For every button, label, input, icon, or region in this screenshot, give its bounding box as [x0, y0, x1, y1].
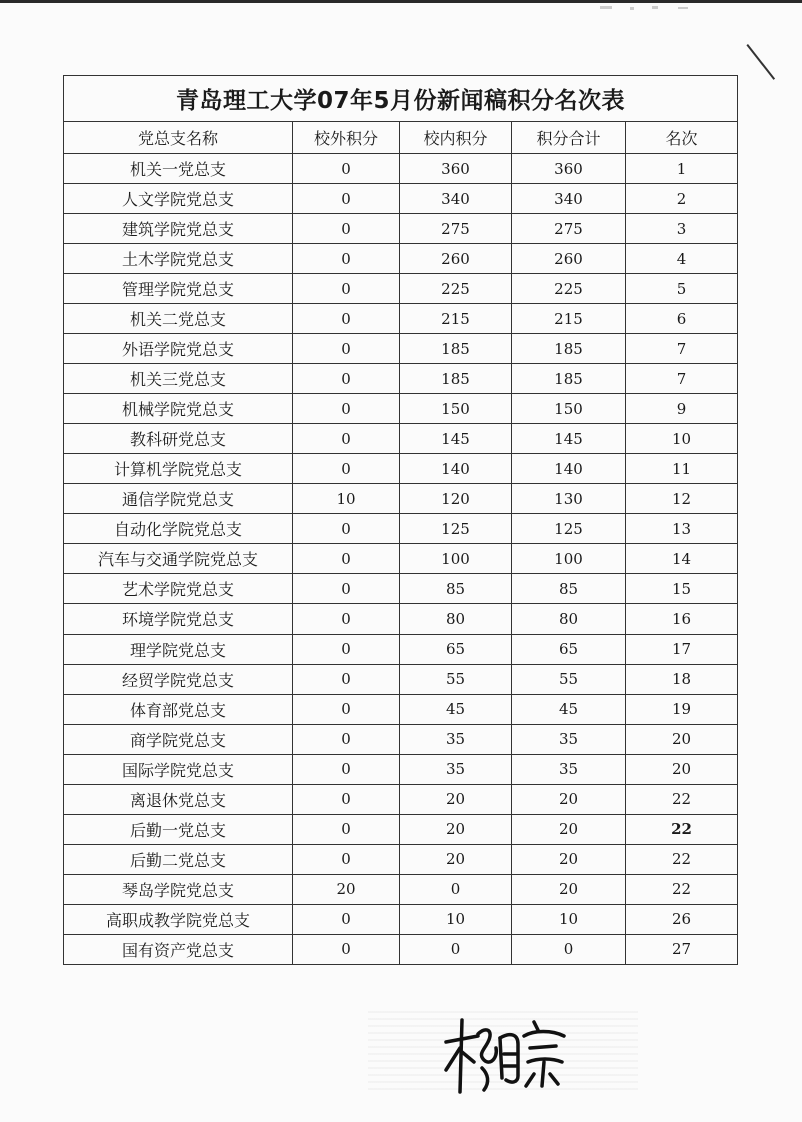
table-row — [64, 454, 738, 484]
external-score-cell: 0 — [293, 784, 400, 814]
external-score-cell: 0 — [293, 424, 400, 454]
internal-score-cell: 145 — [400, 424, 512, 454]
branch-name-cell: 汽车与交通学院党总支 — [64, 544, 293, 574]
external-score-cell: 0 — [293, 244, 400, 274]
branch-name-cell: 管理学院党总支 — [64, 274, 293, 304]
total-score-cell: 130 — [512, 484, 626, 514]
table-row — [64, 694, 738, 724]
external-score-cell: 0 — [293, 724, 400, 754]
table-row — [64, 934, 738, 964]
table-row — [64, 784, 738, 814]
total-score-cell: 100 — [512, 544, 626, 574]
rank-cell: 2 — [626, 184, 738, 214]
table-row — [64, 154, 738, 184]
internal-score-cell: 215 — [400, 304, 512, 334]
internal-score-cell: 260 — [400, 244, 512, 274]
table-row — [64, 184, 738, 214]
total-score-cell: 20 — [512, 844, 626, 874]
table-body — [64, 154, 738, 965]
table-row — [64, 754, 738, 784]
internal-score-cell: 10 — [400, 904, 512, 934]
total-score-cell: 150 — [512, 394, 626, 424]
rank-cell: 22 — [626, 814, 738, 844]
external-score-cell: 0 — [293, 154, 400, 184]
internal-score-cell: 185 — [400, 364, 512, 394]
rank-cell: 4 — [626, 244, 738, 274]
internal-score-cell: 100 — [400, 544, 512, 574]
column-header-external-score: 校外积分 — [293, 122, 400, 154]
rank-cell: 22 — [626, 844, 738, 874]
internal-score-cell: 45 — [400, 694, 512, 724]
table-row — [64, 724, 738, 754]
rank-cell: 22 — [626, 784, 738, 814]
external-score-cell: 0 — [293, 334, 400, 364]
rank-cell: 13 — [626, 514, 738, 544]
total-score-cell: 20 — [512, 874, 626, 904]
table-row — [64, 574, 738, 604]
table-row — [64, 544, 738, 574]
external-score-cell: 0 — [293, 274, 400, 304]
score-ranking-table — [63, 75, 738, 965]
total-score-cell: 10 — [512, 904, 626, 934]
total-score-cell: 125 — [512, 514, 626, 544]
signature-area — [368, 1000, 638, 1100]
table-row — [64, 334, 738, 364]
external-score-cell: 20 — [293, 874, 400, 904]
external-score-cell: 0 — [293, 904, 400, 934]
rank-cell: 3 — [626, 214, 738, 244]
branch-name-cell: 艺术学院党总支 — [64, 574, 293, 604]
total-score-cell: 35 — [512, 724, 626, 754]
branch-name-cell: 建筑学院党总支 — [64, 214, 293, 244]
total-score-cell: 20 — [512, 784, 626, 814]
branch-name-cell: 商学院党总支 — [64, 724, 293, 754]
table-row — [64, 664, 738, 694]
branch-name-cell: 计算机学院党总支 — [64, 454, 293, 484]
total-score-cell: 65 — [512, 634, 626, 664]
rank-cell: 12 — [626, 484, 738, 514]
internal-score-cell: 20 — [400, 784, 512, 814]
internal-score-cell: 225 — [400, 274, 512, 304]
branch-name-cell: 离退休党总支 — [64, 784, 293, 814]
column-header-total-score: 积分合计 — [512, 122, 626, 154]
internal-score-cell: 65 — [400, 634, 512, 664]
internal-score-cell: 360 — [400, 154, 512, 184]
internal-score-cell: 20 — [400, 844, 512, 874]
internal-score-cell: 80 — [400, 604, 512, 634]
table-row — [64, 814, 738, 844]
scan-noise-marks — [560, 2, 710, 16]
rank-cell: 7 — [626, 364, 738, 394]
rank-cell: 15 — [626, 574, 738, 604]
internal-score-cell: 275 — [400, 214, 512, 244]
external-score-cell: 0 — [293, 934, 400, 964]
total-score-cell: 225 — [512, 274, 626, 304]
internal-score-cell: 55 — [400, 664, 512, 694]
total-score-cell: 55 — [512, 664, 626, 694]
total-score-cell: 215 — [512, 304, 626, 334]
branch-name-cell: 教科研党总支 — [64, 424, 293, 454]
branch-name-cell: 环境学院党总支 — [64, 604, 293, 634]
external-score-cell: 0 — [293, 634, 400, 664]
total-score-cell: 185 — [512, 334, 626, 364]
rank-cell: 27 — [626, 934, 738, 964]
external-score-cell: 10 — [293, 484, 400, 514]
table-row — [64, 214, 738, 244]
branch-name-cell: 后勤二党总支 — [64, 844, 293, 874]
table-row — [64, 304, 738, 334]
branch-name-cell: 高职成教学院党总支 — [64, 904, 293, 934]
handwritten-signature — [438, 1008, 578, 1098]
external-score-cell: 0 — [293, 694, 400, 724]
external-score-cell: 0 — [293, 304, 400, 334]
internal-score-cell: 0 — [400, 874, 512, 904]
external-score-cell: 0 — [293, 514, 400, 544]
branch-name-cell: 机关二党总支 — [64, 304, 293, 334]
internal-score-cell: 20 — [400, 814, 512, 844]
branch-name-cell: 国有资产党总支 — [64, 934, 293, 964]
internal-score-cell: 35 — [400, 754, 512, 784]
internal-score-cell: 0 — [400, 934, 512, 964]
table-row — [64, 514, 738, 544]
internal-score-cell: 140 — [400, 454, 512, 484]
total-score-cell: 45 — [512, 694, 626, 724]
total-score-cell: 260 — [512, 244, 626, 274]
table-row — [64, 904, 738, 934]
internal-score-cell: 150 — [400, 394, 512, 424]
table-row — [64, 604, 738, 634]
total-score-cell: 140 — [512, 454, 626, 484]
rank-cell: 5 — [626, 274, 738, 304]
external-score-cell: 0 — [293, 814, 400, 844]
total-score-cell: 0 — [512, 934, 626, 964]
total-score-cell: 340 — [512, 184, 626, 214]
branch-name-cell: 机关一党总支 — [64, 154, 293, 184]
branch-name-cell: 自动化学院党总支 — [64, 514, 293, 544]
branch-name-cell: 人文学院党总支 — [64, 184, 293, 214]
external-score-cell: 0 — [293, 454, 400, 484]
table-title: 青岛理工大学07年5月份新闻稿积分名次表 — [64, 76, 738, 122]
external-score-cell: 0 — [293, 544, 400, 574]
external-score-cell: 0 — [293, 844, 400, 874]
branch-name-cell: 体育部党总支 — [64, 694, 293, 724]
rank-cell: 7 — [626, 334, 738, 364]
table-row — [64, 244, 738, 274]
table-row — [64, 274, 738, 304]
internal-score-cell: 340 — [400, 184, 512, 214]
branch-name-cell: 琴岛学院党总支 — [64, 874, 293, 904]
branch-name-cell: 通信学院党总支 — [64, 484, 293, 514]
rank-cell: 6 — [626, 304, 738, 334]
external-score-cell: 0 — [293, 664, 400, 694]
internal-score-cell: 125 — [400, 514, 512, 544]
rank-cell: 11 — [626, 454, 738, 484]
column-header-internal-score: 校内积分 — [400, 122, 512, 154]
rank-cell: 16 — [626, 604, 738, 634]
rank-cell: 17 — [626, 634, 738, 664]
rank-cell: 22 — [626, 874, 738, 904]
column-header-branch-name: 党总支名称 — [64, 122, 293, 154]
table-row — [64, 844, 738, 874]
total-score-cell: 85 — [512, 574, 626, 604]
table-row — [64, 424, 738, 454]
internal-score-cell: 35 — [400, 724, 512, 754]
total-score-cell: 80 — [512, 604, 626, 634]
total-score-cell: 360 — [512, 154, 626, 184]
table-row — [64, 634, 738, 664]
total-score-cell: 145 — [512, 424, 626, 454]
branch-name-cell: 经贸学院党总支 — [64, 664, 293, 694]
branch-name-cell: 后勤一党总支 — [64, 814, 293, 844]
rank-cell: 20 — [626, 754, 738, 784]
table-row — [64, 364, 738, 394]
external-score-cell: 0 — [293, 364, 400, 394]
rank-cell: 10 — [626, 424, 738, 454]
table-row — [64, 874, 738, 904]
internal-score-cell: 185 — [400, 334, 512, 364]
table-header-row — [64, 122, 738, 154]
internal-score-cell: 120 — [400, 484, 512, 514]
table-row — [64, 484, 738, 514]
table-row — [64, 394, 738, 424]
rank-cell: 1 — [626, 154, 738, 184]
total-score-cell: 20 — [512, 814, 626, 844]
total-score-cell: 185 — [512, 364, 626, 394]
corner-pen-mark — [746, 44, 775, 80]
column-header-rank: 名次 — [626, 122, 738, 154]
external-score-cell: 0 — [293, 604, 400, 634]
total-score-cell: 35 — [512, 754, 626, 784]
total-score-cell: 275 — [512, 214, 626, 244]
branch-name-cell: 国际学院党总支 — [64, 754, 293, 784]
internal-score-cell: 85 — [400, 574, 512, 604]
external-score-cell: 0 — [293, 214, 400, 244]
branch-name-cell: 机关三党总支 — [64, 364, 293, 394]
branch-name-cell: 机械学院党总支 — [64, 394, 293, 424]
rank-cell: 26 — [626, 904, 738, 934]
rank-cell: 20 — [626, 724, 738, 754]
rank-cell: 14 — [626, 544, 738, 574]
external-score-cell: 0 — [293, 184, 400, 214]
rank-cell: 9 — [626, 394, 738, 424]
external-score-cell: 0 — [293, 754, 400, 784]
branch-name-cell: 外语学院党总支 — [64, 334, 293, 364]
rank-cell: 19 — [626, 694, 738, 724]
branch-name-cell: 理学院党总支 — [64, 634, 293, 664]
rank-cell: 18 — [626, 664, 738, 694]
external-score-cell: 0 — [293, 394, 400, 424]
external-score-cell: 0 — [293, 574, 400, 604]
branch-name-cell: 土木学院党总支 — [64, 244, 293, 274]
